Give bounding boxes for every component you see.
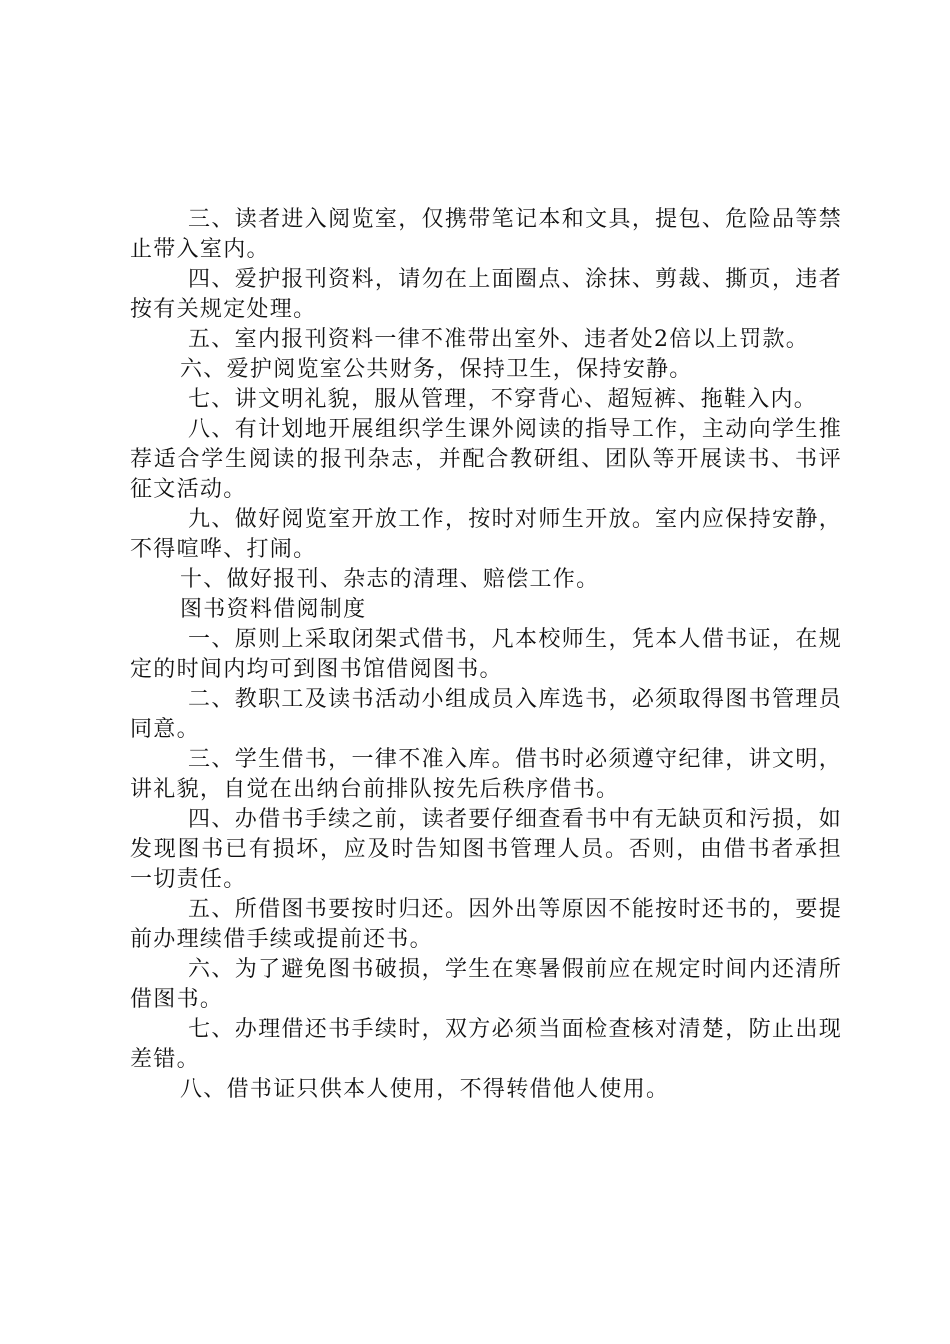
document-page (130, 205, 842, 1105)
borrow-rule-2-paragraph: 二、教职工及读书活动小组成员入库选书，必须取得图书管理员同意。 (130, 687, 842, 742)
borrow-rule-8-paragraph: 八、借书证只供本人使用，不得转借他人使用。 (180, 1077, 670, 1102)
borrow-rule-1-paragraph: 一、原则上采取闭架式借书，凡本校师生，凭本人借书证，在规定的时间内均可到图书馆借阅图书。 (130, 627, 842, 682)
rule-9-paragraph: 九、做好阅览室开放工作，按时对师生开放。室内应保持安静，不得喧哗、打闹。 (130, 507, 842, 562)
rule-4-paragraph: 四、爱护报刊资料，请勿在上面圈点、涂抹、剪裁、撕页，违者按有关规定处理。 (130, 267, 842, 322)
borrow-rule-7-paragraph: 七、办理借还书手续时，双方必须当面检查核对清楚，防止出现差错。 (130, 1017, 842, 1072)
section-heading: 图书资料借阅制度 (180, 597, 367, 622)
borrow-rule-4-paragraph: 四、办借书手续之前，读者要仔细查看书中有无缺页和污损，如发现图书已有损坏，应及时告知图书管理人员。否则，由借书者承担一切责任。 (130, 807, 842, 892)
borrow-rule-6-paragraph: 六、为了避免图书破损，学生在寒暑假前应在规定时间内还清所借图书。 (130, 957, 842, 1012)
rule-8-paragraph: 八、有计划地开展组织学生课外阅读的指导工作，主动向学生推荐适合学生阅读的报刊杂志，并配合教研组、团队等开展读书、书评征文活动。 (130, 417, 842, 502)
rule-6-paragraph: 六、爱护阅览室公共财务，保持卫生，保持安静。 (180, 357, 693, 382)
rule-10-paragraph: 十、做好报刊、杂志的清理、赔偿工作。 (180, 567, 600, 592)
rule-3-paragraph: 三、读者进入阅览室，仅携带笔记本和文具，提包、危险品等禁止带入室内。 (130, 207, 842, 262)
rule-5-paragraph: 五、室内报刊资料一律不准带出室外、违者处2倍以上罚款。 (188, 327, 810, 352)
rule-7-paragraph: 七、讲文明礼貌，服从管理，不穿背心、超短裤、拖鞋入内。 (188, 387, 818, 412)
borrow-rule-5-paragraph: 五、所借图书要按时归还。因外出等原因不能按时还书的，要提前办理续借手续或提前还书。 (130, 897, 842, 952)
borrow-rule-3-paragraph: 三、学生借书，一律不准入库。借书时必须遵守纪律，讲文明，讲礼貌，自觉在出纳台前排队按先后秩序借书。 (130, 747, 842, 802)
